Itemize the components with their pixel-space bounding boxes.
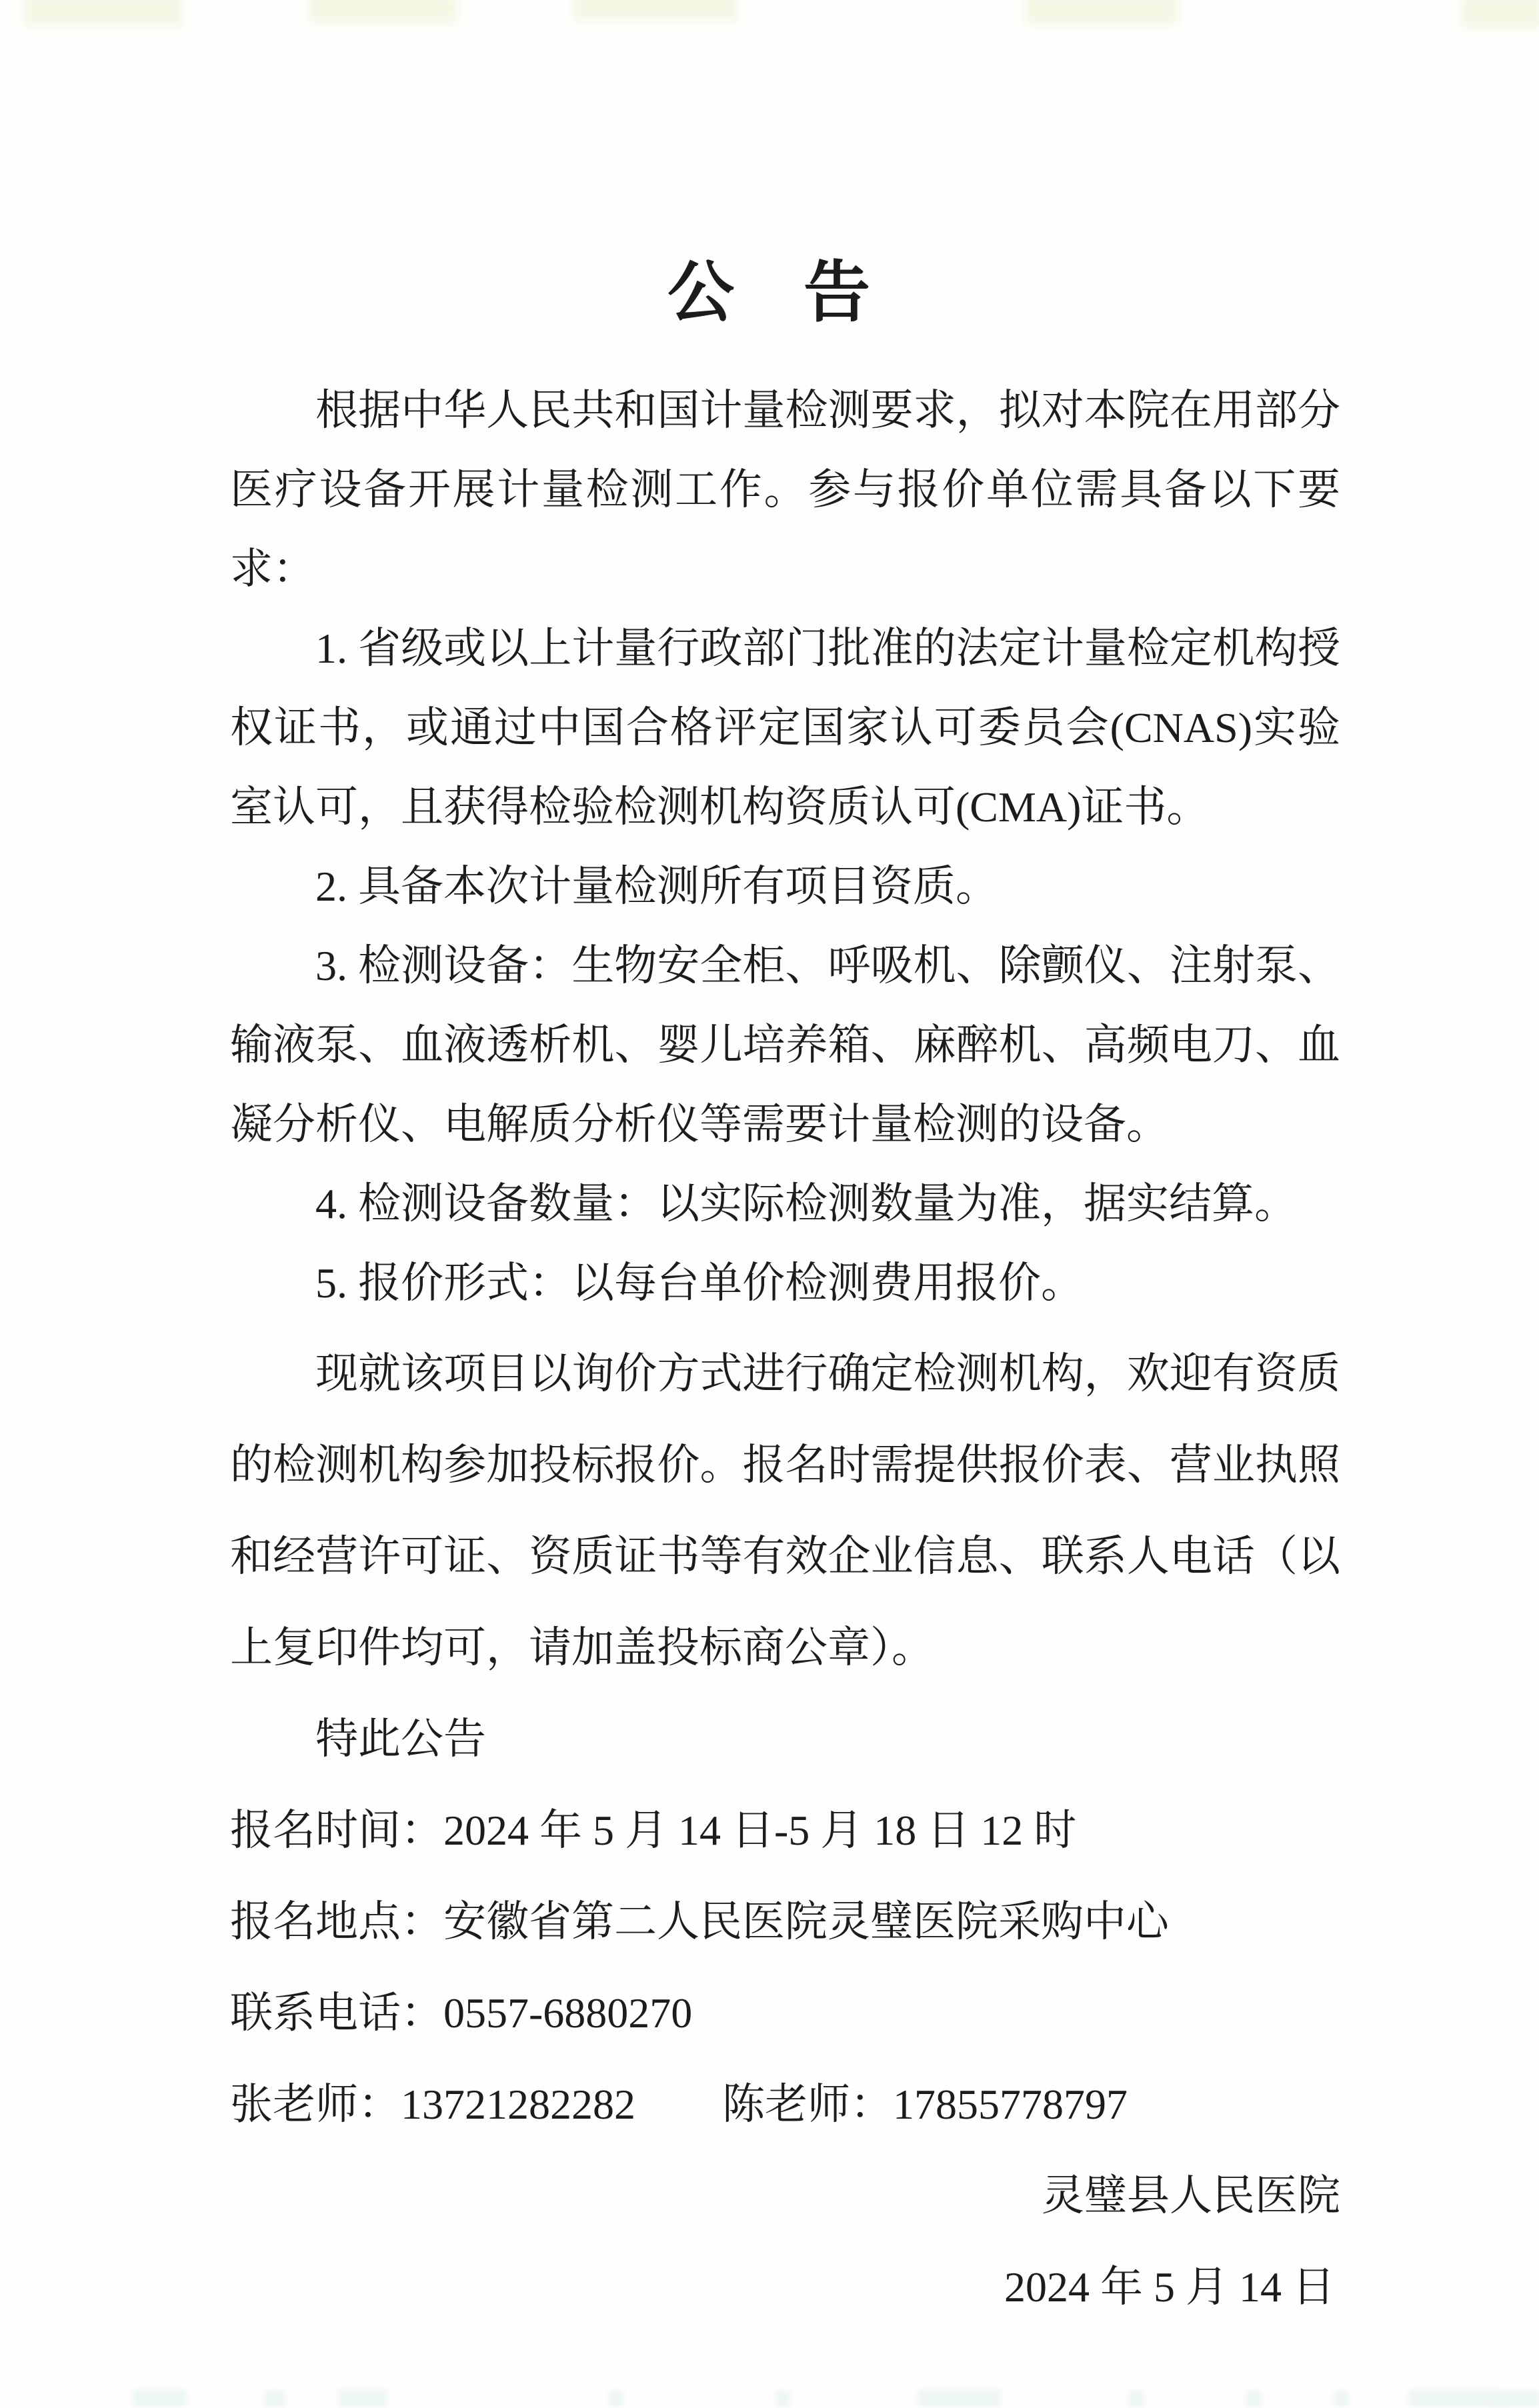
scan-artifact-top	[1026, 0, 1178, 24]
scan-artifact-top	[574, 0, 736, 20]
requirement-item-2: 2. 具备本次计量检测所有项目资质。	[315, 863, 998, 910]
registration-place-line: 报名地点：安徽省第二人民医院灵璧医院采购中心	[230, 1898, 1169, 1945]
page-title: 公 告	[667, 256, 872, 330]
scan-artifact-bottom	[918, 2389, 1001, 2407]
scan-artifact-top	[1462, 0, 1539, 28]
closing-section	[230, 1328, 1340, 2333]
contact-zhang: 张老师：13721282282	[230, 2081, 635, 2128]
contact-phone-line: 联系电话：0557-6880270	[230, 1989, 693, 2037]
scan-artifact-top	[25, 0, 181, 25]
scan-artifact-bottom	[133, 2389, 187, 2407]
scan-artifact-bottom	[1334, 2391, 1348, 2407]
requirement-item-1: 1. 省级或以上计量行政部门批准的法定计量检定机构授权证书，或通过中国合格评定国家认可委员会(CNAS)实验室认可，且获得检验检测机构资质认可(CMA)证书。	[230, 625, 1340, 831]
contact-chen: 陈老师：17855778797	[722, 2081, 1128, 2128]
scan-artifact-bottom	[1494, 2391, 1539, 2407]
registration-time-line: 报名时间：2024 年 5 月 14 日-5 月 18 日 12 时	[230, 1807, 1077, 1854]
date-line: 2024 年 5 月 14 日	[1004, 2263, 1335, 2311]
intro-paragraph: 根据中华人民共和国计量检测要求，拟对本院在用部分医疗设备开展计量检测工作。参与报价单位需具备以下要求：	[230, 387, 1340, 593]
closing-paragraph: 现就该项目以询价方式进行确定检测机构，欢迎有资质的检测机构参加投标报价。报名时需提供报价表、营业执照和经营许可证、资质证书等有效企业信息、联系人电话（以上复印件均可，请加盖投标商公章）。	[230, 1350, 1340, 1671]
scan-artifact-bottom	[776, 2391, 790, 2407]
scan-artifact-bottom	[339, 2389, 387, 2407]
scan-artifact-bottom	[1246, 2391, 1262, 2407]
scan-artifact-bottom	[609, 2391, 623, 2407]
requirement-item-3: 3. 检测设备：生物安全柜、呼吸机、除颤仪、注射泵、输液泵、血液透析机、婴儿培养箱、麻醉机、高频电刀、血凝分析仪、电解质分析仪等需要计量检测的设备。	[230, 942, 1340, 1148]
scan-artifact-bottom	[1408, 2389, 1502, 2407]
requirements-section	[230, 371, 1340, 1323]
notice-line: 特此公告	[315, 1715, 486, 1763]
signature-line: 灵璧县人民医院	[1042, 2172, 1340, 2219]
requirement-item-5: 5. 报价形式：以每台单价检测费用报价。	[315, 1259, 1084, 1307]
scan-artifact-bottom	[265, 2391, 285, 2407]
document-body	[230, 371, 1340, 2333]
contact-teachers-line	[230, 2059, 1340, 2150]
scan-artifact-bottom	[1129, 2391, 1144, 2407]
requirement-item-4: 4. 检测设备数量：以实际检测数量为准，据实结算。	[315, 1180, 1297, 1227]
scan-artifact-top	[309, 0, 456, 23]
